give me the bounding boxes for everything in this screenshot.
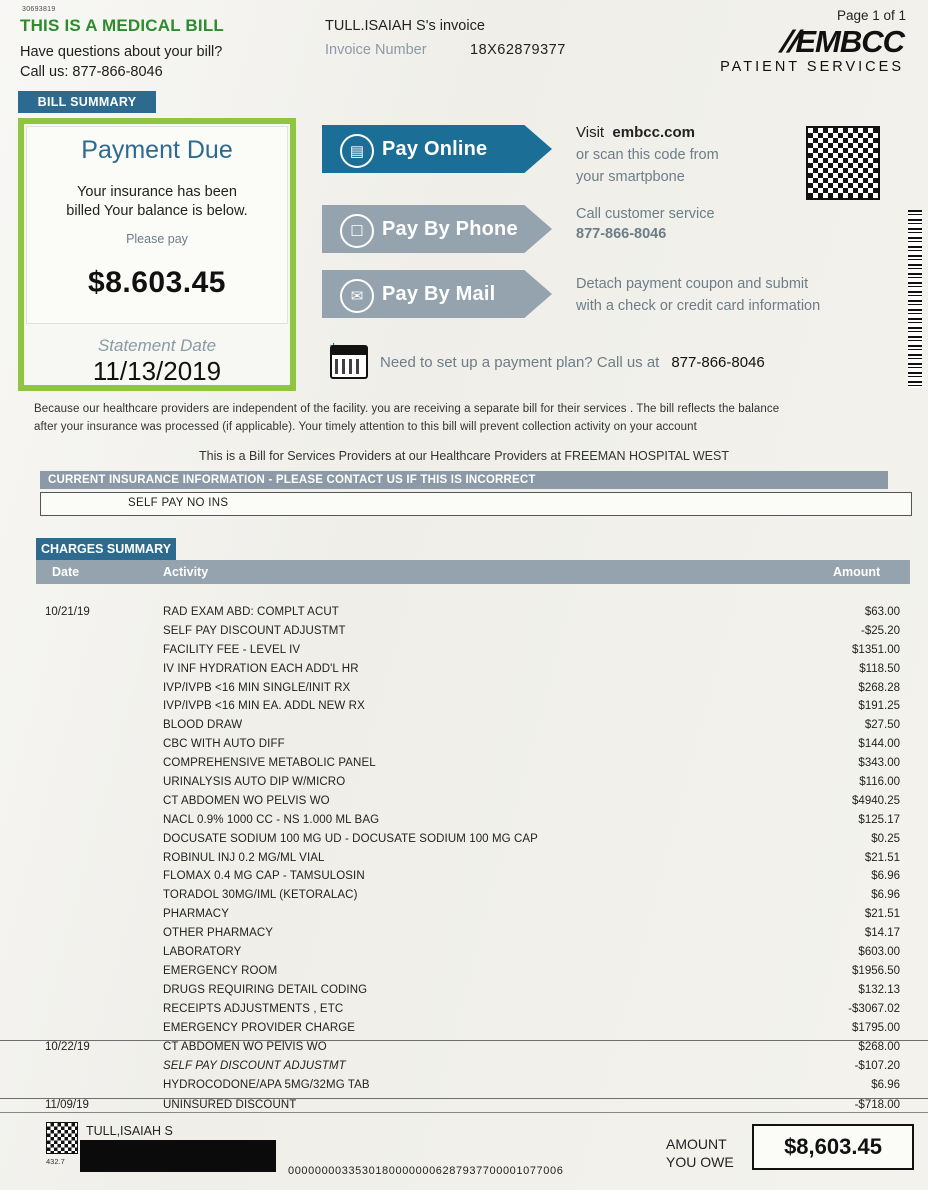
row-activity: PHARMACY: [163, 908, 229, 921]
row-activity: UNINSURED DISCOUNT: [163, 1099, 297, 1112]
row-activity: DOCUSATE SODIUM 100 MG UD - DOCUSATE SODIUM 100 MG CAP: [163, 832, 538, 845]
disclaimer-line-1: Because our healthcare providers are independent of the facility. you are receiving a separate bill for their services . The bill reflects the balance: [34, 403, 780, 415]
statement-date-value: 11/13/2019: [92, 356, 222, 386]
document-corner-code: 30693819: [22, 6, 56, 13]
row-activity: SELF PAY DISCOUNT ADJUSTMT: [163, 1060, 346, 1073]
envelope-icon: ✉: [340, 279, 374, 313]
row-amount: $1795.00: [852, 1021, 900, 1034]
pay-by-mail-button[interactable]: [322, 270, 552, 318]
row-amount: $14.17: [864, 927, 900, 940]
row-amount: $125.17: [858, 813, 900, 826]
side-barcode: [908, 210, 922, 388]
row-amount: $116.00: [859, 776, 900, 789]
table-row: [0, 1040, 928, 1060]
pay-by-phone-label: Pay By Phone: [382, 217, 518, 240]
insurance-note-line-2: billed Your balance is below.: [66, 203, 248, 219]
visit-line: [576, 124, 695, 141]
footer-divider: [0, 1112, 928, 1113]
table-row: [0, 1022, 928, 1041]
pay-online-label: Pay Online: [382, 137, 488, 160]
mail-line-1: Detach payment coupon and submit: [576, 276, 809, 292]
row-activity: EMERGENCY ROOM: [163, 964, 278, 977]
row-amount: $132.13: [858, 983, 900, 996]
table-row: [0, 1060, 928, 1079]
visit-prefix: Visit: [576, 124, 605, 141]
calendar-icon: [330, 345, 368, 379]
row-activity: NACL 0.9% 1000 CC - NS 1.000 ML BAG: [163, 813, 380, 826]
logo-subtitle: PATIENT SERVICES: [720, 59, 904, 75]
row-activity: IV INF HYDRATION EACH ADD'L HR: [163, 662, 359, 675]
row-activity: TORADOL 30MG/IML (KETORALAC): [163, 889, 358, 902]
row-activity: HYDROCODONE/APA 5MG/32MG TAB: [163, 1079, 370, 1092]
table-row: [0, 870, 928, 889]
column-header-amount: Amount: [833, 565, 881, 579]
insurance-header-label: CURRENT INSURANCE INFORMATION - PLEASE CONTACT US IF THIS IS INCORRECT: [48, 474, 536, 486]
table-row: [0, 852, 928, 871]
row-date: 11/09/19: [45, 1099, 89, 1112]
bill-summary-tab: [18, 91, 156, 113]
table-row: [0, 1003, 928, 1022]
row-activity: LABORATORY: [163, 946, 242, 959]
table-row: [0, 606, 928, 625]
table-row: [0, 625, 928, 644]
payment-plan-row: [330, 345, 765, 379]
call-us-line: Call us: 877-866-8046: [20, 64, 163, 80]
pay-by-mail-label: Pay By Mail: [382, 282, 496, 305]
table-row: [0, 927, 928, 946]
phone-line-1: Call customer service: [576, 206, 715, 222]
payment-plan-phone: 877-866-8046: [671, 353, 765, 371]
pay-by-phone-button[interactable]: [322, 205, 552, 253]
disclaimer-line-3: This is a Bill for Services Providers at our Healthcare Providers at FREEMAN HOSPITAL WEST: [198, 449, 729, 463]
row-activity: BLOOD DRAW: [163, 719, 243, 732]
row-amount: $6.96: [871, 889, 900, 902]
row-amount: $6.96: [871, 870, 900, 883]
row-activity: EMERGENCY PROVIDER CHARGE: [163, 1021, 356, 1034]
table-row: [0, 814, 928, 833]
charges-table-body: [0, 606, 928, 1118]
invoice-owner: TULL.ISAIAH S's invoice: [325, 18, 485, 34]
table-row: [0, 738, 928, 757]
amount-due-value: $8.603.45: [88, 266, 226, 299]
row-activity: RAD EXAM ABD: COMPLT ACUT: [163, 606, 339, 618]
row-amount: $191.25: [858, 700, 900, 713]
medical-bill-banner: THIS IS A MEDICAL BILL: [20, 16, 224, 35]
redaction-bar: [80, 1140, 276, 1172]
row-amount: $603.00: [858, 946, 900, 959]
invoice-number-label: Invoice Number: [325, 42, 427, 58]
row-activity: FLOMAX 0.4 MG CAP - TAMSULOSIN: [163, 870, 365, 883]
monitor-icon: ▤: [340, 134, 374, 168]
footer-account-name: TULL,ISAIAH S: [86, 1124, 173, 1138]
row-activity: IVP/IVPB <16 MIN EA. ADDL NEW RX: [163, 700, 365, 713]
table-row: [0, 833, 928, 852]
insurance-value: SELF PAY NO INS: [128, 497, 229, 509]
row-amount: $1351.00: [852, 643, 900, 656]
table-row: [0, 776, 928, 795]
row-date: 10/21/19: [45, 606, 90, 618]
row-amount: -$3067.02: [848, 1002, 900, 1015]
insurance-header-bar: [40, 471, 888, 489]
amount-you-owe-label-2: YOU OWE: [666, 1154, 734, 1170]
row-amount: -$107.20: [854, 1060, 900, 1073]
row-activity: FACILITY FEE - LEVEL IV: [163, 643, 301, 656]
row-activity: CT ABDOMEN WO PElVIS WO: [163, 1041, 327, 1054]
mail-line-2: with a check or credit card information: [576, 298, 821, 314]
table-row: [0, 795, 928, 814]
table-row: [0, 682, 928, 701]
footer-small-code: 432.7: [46, 1157, 65, 1166]
qr-code-icon: [806, 126, 880, 200]
table-row: [0, 663, 928, 682]
please-pay-label: Please pay: [126, 232, 188, 246]
row-amount: $6.96: [871, 1079, 900, 1092]
row-activity: URINALYSIS AUTO DIP W/MICRO: [163, 776, 346, 789]
row-amount: $27.50: [864, 719, 900, 732]
scan-line-1: or scan this code from: [576, 147, 719, 163]
amount-you-owe-label-1: AMOUNT: [666, 1136, 727, 1152]
table-row: [0, 965, 928, 984]
row-amount: $21.51: [864, 908, 900, 921]
embcc-logo: //EMBCC PATIENT SERVICES: [720, 24, 904, 75]
row-activity: SELF PAY DISCOUNT ADJUSTMT: [163, 624, 346, 637]
payment-due-title: Payment Due: [81, 136, 233, 164]
row-activity: COMPREHENSIVE METABOLIC PANEL: [163, 757, 376, 770]
row-amount: $0.25: [871, 832, 900, 845]
amount-you-owe-value: $8,603.45: [752, 1124, 914, 1170]
charges-summary-label: CHARGES SUMMARY: [40, 542, 172, 556]
row-amount: $63.00: [864, 606, 900, 618]
row-activity: ROBINUL INJ 0.2 MG/ML VIAL: [163, 851, 325, 864]
row-amount: $144.00: [858, 738, 900, 751]
table-row: [0, 908, 928, 927]
row-activity: CT ABDOMEN WO PELVIS WO: [163, 794, 330, 807]
pay-online-button[interactable]: [322, 125, 552, 173]
questions-line: Have questions about your bill?: [20, 44, 223, 60]
bill-summary-label: BILL SUMMARY: [37, 95, 137, 109]
row-amount: -$718.00: [854, 1099, 900, 1112]
table-row: [0, 719, 928, 738]
table-row: [0, 1079, 928, 1098]
column-header-date: Date: [52, 565, 80, 579]
footer-qr-icon: [46, 1122, 78, 1154]
row-amount: $4940.25: [852, 794, 900, 807]
table-row: [0, 889, 928, 908]
row-amount: $268.28: [858, 681, 900, 694]
table-row: [0, 644, 928, 663]
insurance-note-line-1: Your insurance has been: [77, 184, 237, 200]
logo-brand-text: EMBCC: [795, 24, 904, 59]
table-row: [0, 757, 928, 776]
row-activity: RECEIPTS ADJUSTMENTS , ETC: [163, 1002, 344, 1015]
row-activity: CBC WITH AUTO DIFF: [163, 738, 285, 751]
footer-scanline: 00000000335301800000006287937700001077006: [288, 1165, 564, 1177]
table-row: [0, 946, 928, 965]
column-header-activity: Activity: [163, 565, 209, 579]
row-amount: $21.51: [864, 851, 900, 864]
charges-summary-tab: [36, 538, 176, 560]
page-indicator: Page 1 of 1: [836, 8, 906, 23]
table-row: [0, 700, 928, 719]
phone-line-2: 877-866-8046: [576, 226, 667, 242]
row-activity: IVP/IVPB <16 MIN SINGLE/INIT RX: [163, 681, 351, 694]
row-amount: -$25.20: [860, 624, 900, 637]
row-activity: DRUGS REQUIRING DETAIL CODING: [163, 983, 368, 996]
statement-date-label: Statement Date: [97, 336, 217, 355]
table-row: [0, 984, 928, 1003]
row-amount: $343.00: [858, 757, 900, 770]
row-date: 10/22/19: [45, 1041, 90, 1054]
scan-line-2: your smartpbone: [576, 169, 685, 185]
disclaimer-line-2: after your insurance was processed (if applicable). Your timely attention to this bill will prevent collection activity on your account: [34, 421, 697, 433]
row-amount: $118.50: [859, 662, 900, 675]
invoice-number-value: 18X62879377: [470, 42, 566, 58]
table-row: [0, 1098, 928, 1118]
payment-plan-text: Need to set up a payment plan? Call us at: [380, 353, 660, 371]
row-amount: $1956.50: [852, 964, 900, 977]
visit-url[interactable]: embcc.com: [612, 124, 695, 141]
row-activity: OTHER PHARMACY: [163, 927, 274, 940]
phone-icon: ☐: [340, 214, 374, 248]
row-amount: $268.00: [858, 1041, 900, 1054]
